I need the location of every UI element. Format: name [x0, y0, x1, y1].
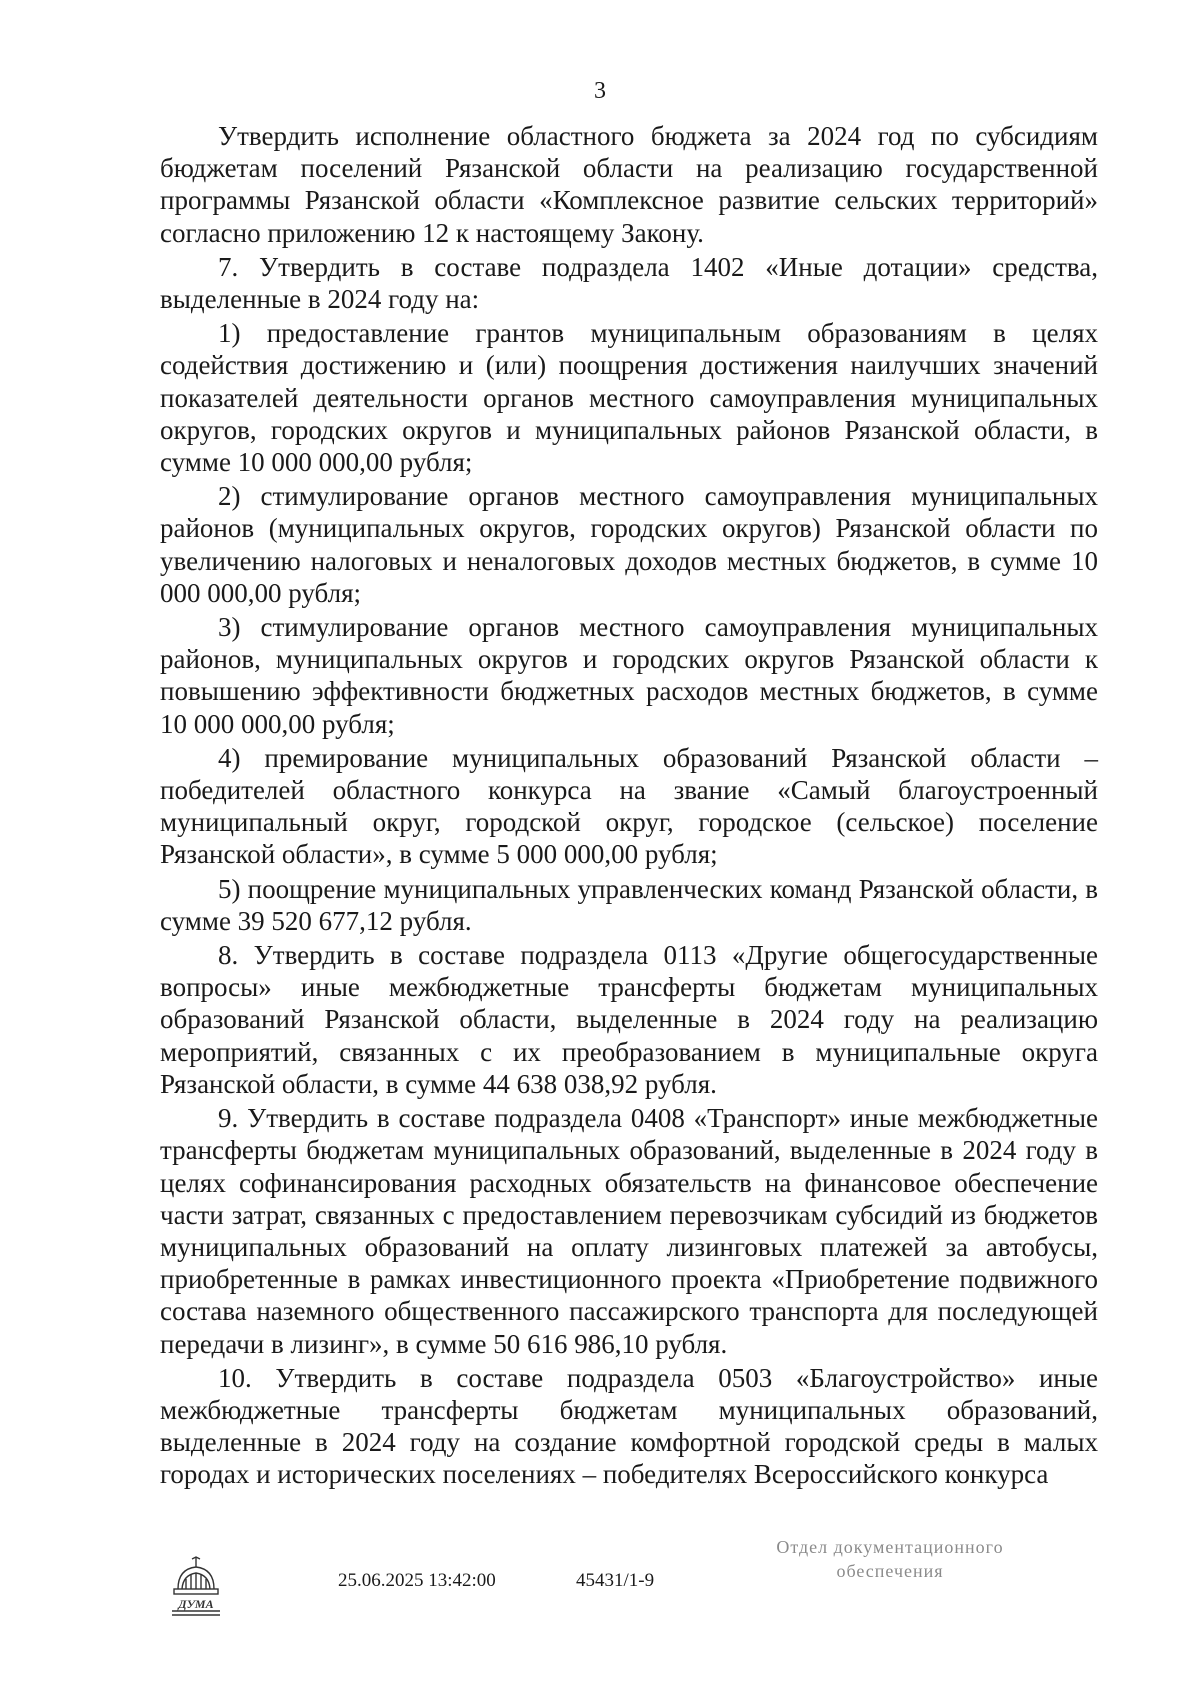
stamp-line-1: Отдел документационного — [776, 1537, 1004, 1557]
duma-logo-icon — [168, 1555, 224, 1619]
svg-text:ДУМА: ДУМА — [178, 1597, 214, 1611]
paragraph-9: 9. Утвердить в составе подраздела 0408 «Транспорт» иные межбюджетные трансферты бюджетам муниципальных образований, выделенные в 2024 году в целях софинансирования расходных обязательств на финансовое обеспечение части затрат, связанных с предоставлением перевозчикам субсидий из бюджетов муниципальных образований на оплату лизинговых платежей за автобусы, приобретенные в рамках инвестиционного проекта «Приобретение подвижного состава наземного общественного пассажирского транспорта для последующей передачи в лизинг», в сумме 50 616 986,10 рубля. — [160, 1103, 1098, 1359]
paragraph-7-item-4: 4) премирование муниципальных образований Рязанской области – победителей областного конкурса на звание «Самый благоустроенный муниципальный округ, городской округ, городское (сельское) поселение Рязанской области», в сумме 5 000 000,00 рубля; — [160, 742, 1098, 870]
paragraph-7-item-2: 2) стимулирование органов местного самоуправления муниципальных районов (муниципальных округов, городских округов) Рязанской области по увеличению налоговых и неналоговых доходов местных бюджетов, в сумме 10 000 000,00 рубля; — [160, 481, 1098, 608]
paragraph-8: 8. Утвердить в составе подраздела 0113 «Другие общегосударственные вопросы» иные межбюджетные трансферты бюджетам муниципальных образований Рязанской области, выделенные в 2024 году на реализацию мероприятий, связанных с их преобразованием в муниципальные округа Рязанской области, в сумме 44 638 038,92 рубля. — [160, 940, 1098, 1099]
paragraph-approval: Утвердить исполнение областного бюджета за 2024 год по субсидиям бюджетам поселений Рязанской области на реализацию государственной программы Рязанской области «Комплексное развитие сельских территорий» согласно приложению 12 к настоящему Закону. — [160, 121, 1098, 248]
department-stamp — [740, 1535, 1040, 1583]
paragraph-7: 7. Утвердить в составе подраздела 1402 «Иные дотации» средства, выделенные в 2024 году на: — [160, 251, 1098, 315]
footer-doc-number: 45431/1-9 — [576, 1570, 655, 1591]
paragraph-7-item-3: 3) стимулирование органов местного самоуправления муниципальных районов, муниципальных округов и городских округов Рязанской области к повышению эффективности бюджетных расходов местных бюджетов, в сумме 10 000 000,00 рубля; — [160, 612, 1098, 739]
paragraph-7-item-5: 5) поощрение муниципальных управленческих команд Рязанской области, в сумме 39 520 677,12 рубля. — [160, 873, 1098, 936]
paragraph-7-item-1: 1) предоставление грантов муниципальным образованиям в целях содействия достижению и (или) поощрения достижения наилучших значений показателей деятельности органов местного самоуправления муниципальных округов, городских округов и муниципальных районов Рязанской области, в сумме 10 000 000,00 рубля; — [160, 318, 1098, 478]
page-number: 3 — [594, 78, 606, 104]
document-body — [160, 120, 1098, 1493]
paragraph-10: 10. Утвердить в составе подраздела 0503 «Благоустройство» иные межбюджетные трансферты бюджетам муниципальных образований, выделенные в 2024 году на создание комфортной городской среды в малых городах и исторических поселениях – победителях Всероссийского конкурса — [160, 1362, 1098, 1490]
stamp-line-2: обеспечения — [836, 1561, 944, 1581]
footer-timestamp: 25.06.2025 13:42:00 — [338, 1570, 496, 1591]
